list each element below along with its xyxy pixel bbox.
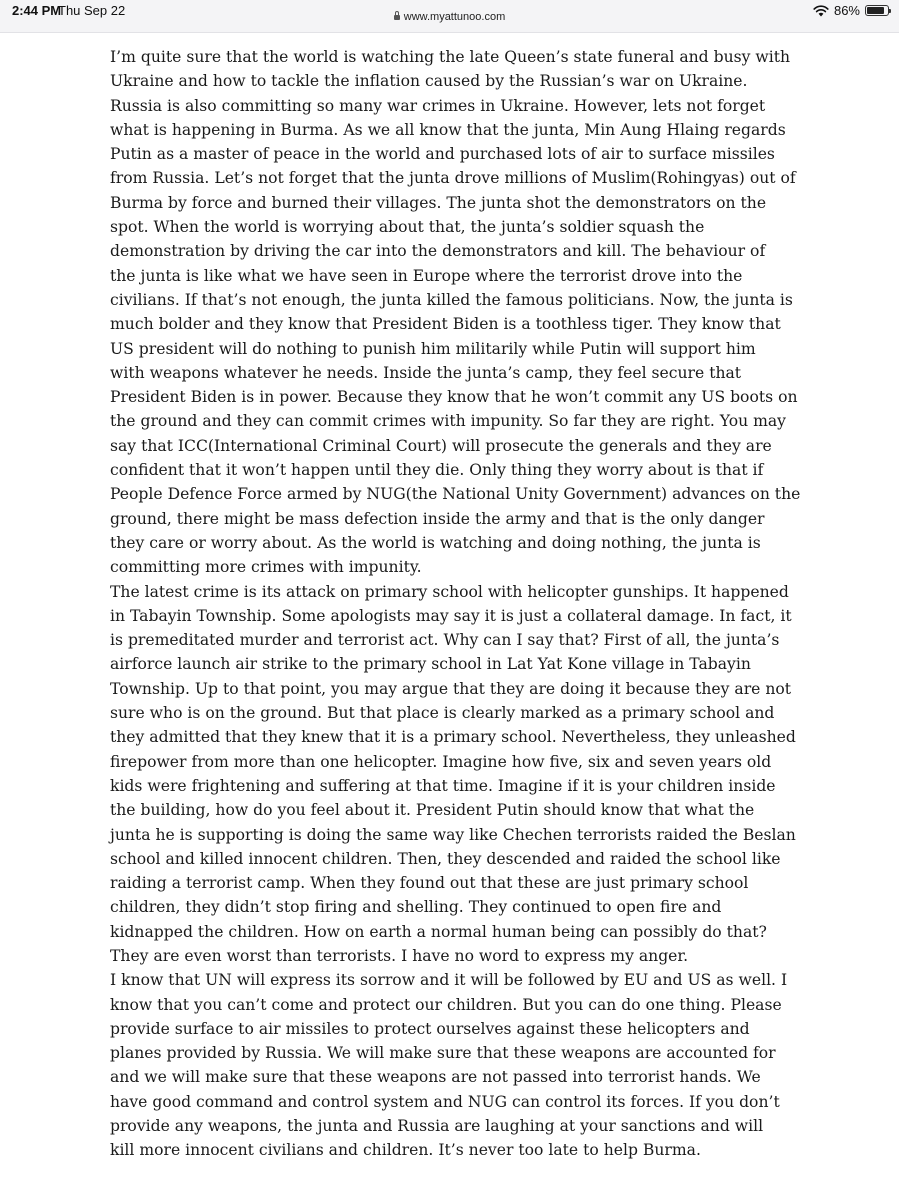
address-bar[interactable] [0,11,899,23]
address-url: www.myattunoo.com [403,11,506,23]
lock-icon [394,15,400,20]
article-body [110,45,890,1163]
article-paragraph-3: I know that UN will express its sorrow and it will be followed by EU and US as well. I know that you can’t come and protect our children. But you can do one thing. Please provide surface to air missiles to protect ourselves against these helicopters and planes provided by Russia. We will make sure that these weapons are accounted for and we will make sure that these weapons are not passed into terrorist hands. We have good command and control system and NUG can control its forces. If you don’t provide any weapons, the junta and Russia are laughing at your sanctions and will kill more innocent civilians and children. It’s never too late to help Burma. [110,971,788,1160]
wifi-icon [813,5,829,17]
article-paragraph-1: I’m quite sure that the world is watching the late Queen’s state funeral and busy with Ukraine and how to tackle the inflation caused by the Russian’s war on Ukraine. Russia is also committing so many war crimes in Ukraine. However, lets not forget what is happening in Burma. As we all know that the junta, Min Aung Hlaing regards Putin as a master of peace in the world and purchased lots of air to surface missiles from Russia. Let’s not forget that the junta drove millions of Muslim(Rohingyas) out of Burma by force and burned their villages. The junta shot the demonstrators on the spot. When the world is worrying about that, the junta’s soldier squash the demonstration by driving the car into the demonstrators and kill. The behaviour of the junta is like what we have seen in Europe where the terrorist drove into the civilians. If that’s not enough, the junta killed the famous politicians. Now, the junta is much bolder and they know that President Biden is a toothless tiger. They know that US president will do nothing to punish him militarily while Putin will support him with weapons whatever he needs. Inside the junta’s camp, they feel secure that President Biden is in power. Because they know that he won’t commit any US boots on the ground and they can commit crimes with impunity. So far they are right. You may say that ICC(International Criminal Court) will prosecute the generals and they are confident that it won’t happen until they die. Only thing they worry about is that if People Defence Force armed by NUG(the National Unity Government) advances on the ground, there might be mass defection inside the army and that is the only danger they care or worry about. As the world is watching and doing nothing, the junta is committing more crimes with impunity. [110,48,801,577]
battery-icon [865,5,889,16]
status-date: Thu Sep 22 [58,3,126,18]
status-time: 2:44 PM [12,3,62,18]
battery-fill [867,7,884,14]
article-paragraph-2: The latest crime is its attack on primary school with helicopter gunships. It happened in Tabayin Township. Some apologists may say it is just a collateral damage. In fact, it is premeditated murder and terrorist act. Why can I say that? First of all, the junta’s airforce launch air strike to the primary school in Lat Yat Kone village in Tabayin Township. Up to that point, you may argue that they are doing it because they are not sure who is on the ground. But that place is clearly marked as a primary school and they admitted that they knew that it is a primary school. Nevertheless, they unleashed firepower from more than one helicopter. Imagine how five, six and seven years old kids were frightening and suffering at that time. Imagine if it is your children inside the building, how do you feel about it. President Putin should know that what the junta he is supporting is doing the same way like Chechen terrorists raided the Beslan school and killed innocent children. Then, they descended and raided the school like raiding a terrorist camp. When they found out that these are just primary school children, they didn’t stop firing and shelling. They continued to open fire and kidnapped the children. How on earth a normal human being can possibly do that? They are even worst than terrorists. I have no word to express my anger. [110,582,796,965]
status-indicators [813,3,889,18]
status-bar [0,0,899,33]
battery-percent: 86% [833,3,860,18]
